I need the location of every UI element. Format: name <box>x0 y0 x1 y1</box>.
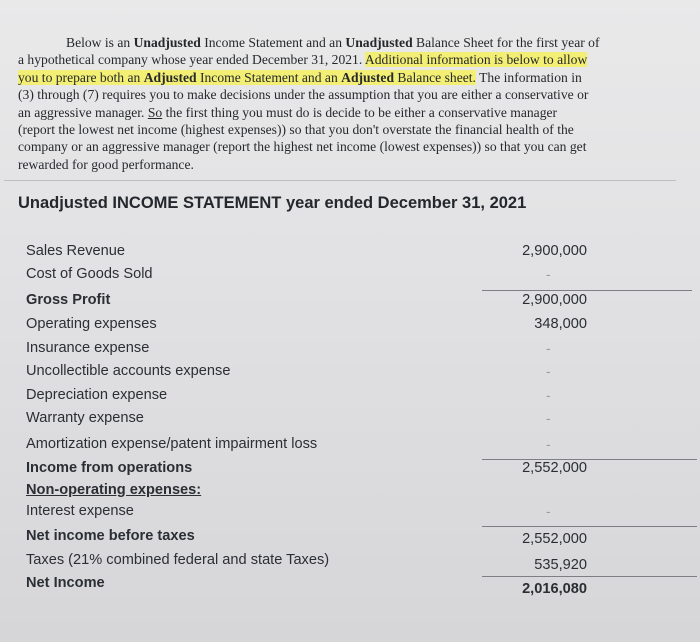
intro-line-3: you to prepare both an Adjusted Income Statement and an Adjusted Balance sheet. The information in <box>18 69 582 85</box>
intro-line-4: (3) through (7) requires you to make decisions under the assumption that you are either a conservative or <box>18 87 589 103</box>
row-gross-profit: Gross Profit 2,900,000 <box>26 292 587 308</box>
row-insurance-expense: Insurance expense - <box>26 340 551 356</box>
subtotal-rule <box>482 290 692 291</box>
statement-title: Unadjusted INCOME STATEMENT year ended December 31, 2021 <box>18 194 527 212</box>
intro-paragraph <box>18 34 678 173</box>
row-uncollectible-expense: Uncollectible accounts expense - <box>26 363 551 379</box>
highlight-text: Additional information is below to allow <box>364 52 588 68</box>
row-income-from-operations: Income from operations 2,552,000 <box>26 460 587 476</box>
row-operating-expenses: Operating expenses 348,000 <box>26 316 587 332</box>
row-net-income: Net Income 2,016,080 <box>26 575 587 597</box>
row-warranty-expense: Warranty expense - <box>26 410 551 426</box>
intro-line-1: Below is an Unadjusted Income Statement and an Unadjusted Balance Sheet for the first year of <box>66 35 600 50</box>
intro-line-7: company or an aggressive manager (report the highest net income (lowest expenses)) so that you can get <box>18 139 587 155</box>
divider <box>4 180 676 181</box>
intro-line-8: rewarded for good performance. <box>18 156 194 172</box>
row-amortization-expense: Amortization expense/patent impairment loss - <box>26 436 551 452</box>
row-interest-expense: Interest expense - <box>26 503 551 519</box>
row-non-operating-header: Non-operating expenses: <box>26 482 202 498</box>
intro-line-6: (report the lowest net income (highest expenses)) so that you don't overstate the financial health of the <box>18 122 574 138</box>
row-sales-revenue: Sales Revenue 2,900,000 <box>26 243 587 259</box>
row-cogs: Cost of Goods Sold - <box>26 266 551 282</box>
row-net-income-before-taxes: Net income before taxes 2,552,000 <box>26 528 587 547</box>
intro-line-2: a hypothetical company whose year ended December 31, 2021. Additional information is below to allow <box>18 52 588 68</box>
row-taxes: Taxes (21% combined federal and state Taxes) 535,920 <box>26 552 587 573</box>
intro-line-5: an aggressive manager. So the first thing you must do is decide to be either a conservative manager <box>18 104 558 120</box>
subtotal-rule <box>482 526 697 527</box>
row-depreciation-expense: Depreciation expense - <box>26 387 551 403</box>
